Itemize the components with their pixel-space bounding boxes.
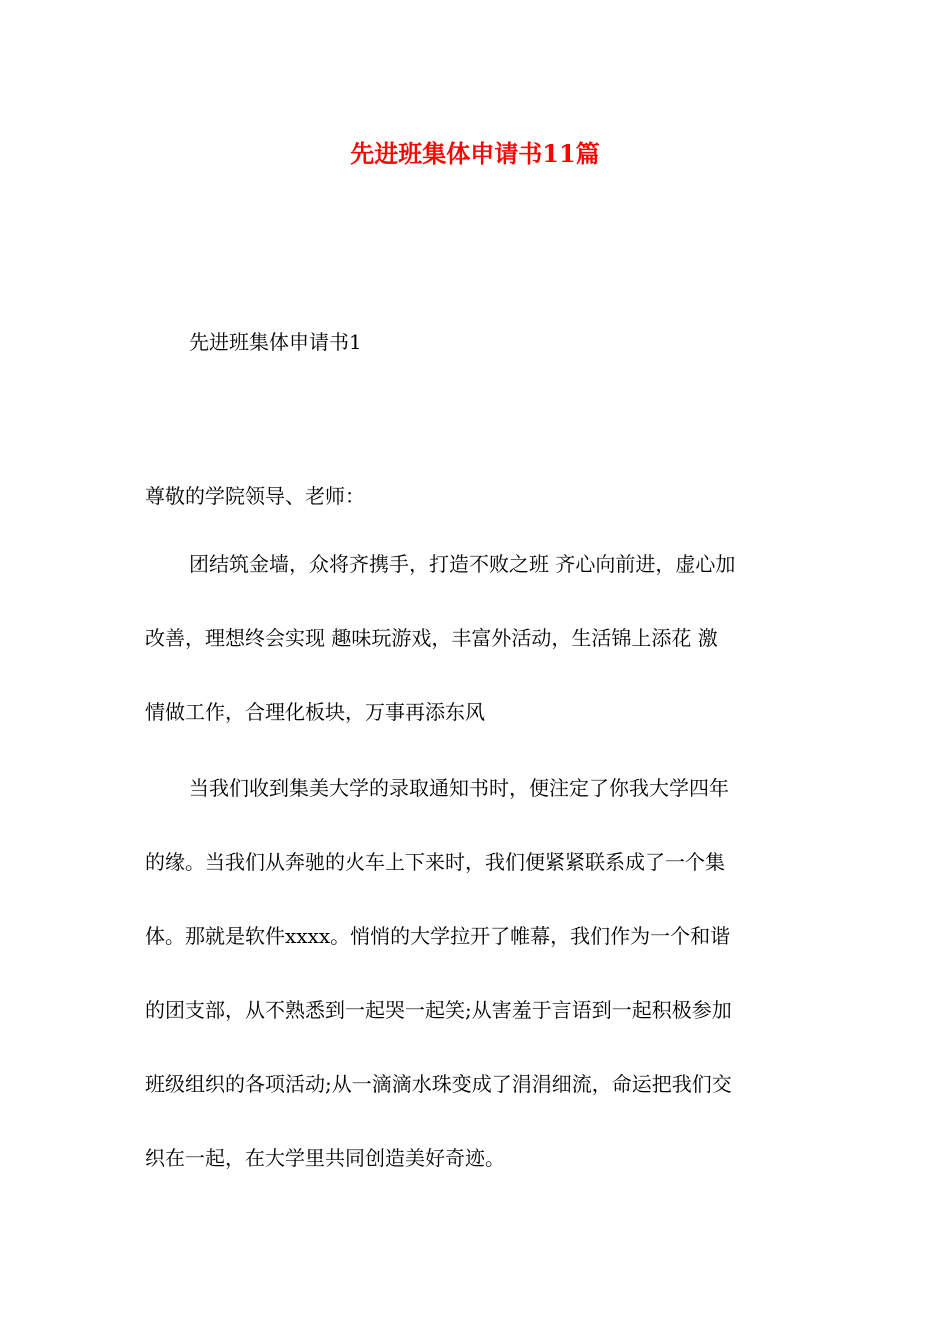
paragraph-line: 当我们收到集美大学的录取通知书时，便注定了你我大学四年	[189, 776, 729, 800]
salutation: 尊敬的学院领导、老师：	[145, 484, 365, 508]
paragraph-line: 体。那就是软件xxxx。悄悄的大学拉开了帷幕，我们作为一个和谐	[145, 924, 731, 948]
document-title: 先进班集体申请书11篇	[350, 139, 600, 168]
paragraph-line: 的团支部，从不熟悉到一起哭一起笑;从害羞于言语到一起积极参加	[145, 998, 732, 1022]
paragraph-line: 改善，理想终会实现 趣味玩游戏，丰富外活动，生活锦上添花 激	[145, 626, 718, 650]
paragraph-1	[145, 548, 805, 770]
section-title: 先进班集体申请书1	[189, 330, 362, 354]
paragraph-line: 班级组织的各项活动;从一滴滴水珠变成了涓涓细流，命运把我们交	[145, 1072, 732, 1096]
paragraph-line: 织在一起，在大学里共同创造美好奇迹。	[145, 1146, 505, 1170]
paragraph-line: 的缘。当我们从奔驰的火车上下来时，我们便紧紧联系成了一个集	[145, 850, 725, 874]
paragraph-line: 情做工作，合理化板块，万事再添东风	[145, 700, 485, 724]
paragraph-line: 团结筑金墙，众将齐携手，打造不败之班 齐心向前进，虚心加	[189, 552, 736, 576]
paragraph-2	[145, 772, 805, 1216]
